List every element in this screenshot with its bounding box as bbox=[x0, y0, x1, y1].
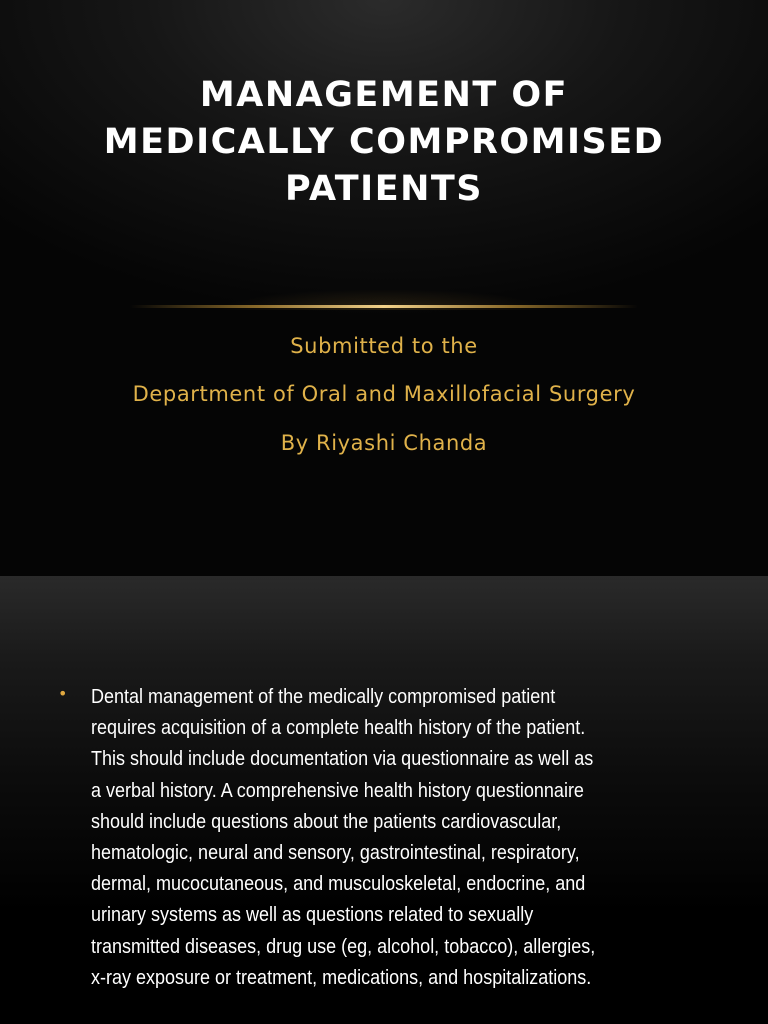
subtitle-author: By Riyashi Chanda bbox=[280, 431, 488, 455]
slide-title bbox=[0, 72, 768, 213]
bullet-line: This should include documentation via questionnaire as well as bbox=[91, 748, 594, 771]
title-divider bbox=[130, 305, 638, 308]
bullet-line: dermal, mucocutaneous, and musculoskeletal, endocrine, and bbox=[91, 873, 586, 896]
bullet-line: should include questions about the patients cardiovascular, bbox=[91, 810, 562, 833]
title-line: PATIENTS bbox=[285, 169, 483, 209]
bullet-line: Dental management of the medically compromised patient bbox=[91, 686, 556, 708]
bullet-line: requires acquisition of a complete health history of the patient. bbox=[91, 717, 586, 740]
content-slide bbox=[0, 576, 768, 1024]
bullet-dot-icon: • bbox=[58, 684, 68, 703]
bullet-line: urinary systems as well as questions related to sexually bbox=[91, 904, 534, 927]
subtitle-submitted: Submitted to the bbox=[290, 334, 478, 358]
title-line: MANAGEMENT OF bbox=[199, 75, 569, 115]
bullet-line: transmitted diseases, drug use (eg, alcohol, tobacco), allergies, bbox=[91, 935, 596, 958]
bullet-line: hematologic, neural and sensory, gastrointestinal, respiratory, bbox=[91, 842, 580, 865]
bullet-line: a verbal history. A comprehensive health history questionnaire bbox=[91, 779, 584, 802]
bullet-text bbox=[91, 682, 703, 994]
bullet-line: x-ray exposure or treatment, medications, and hospitalizations. bbox=[91, 966, 592, 989]
title-line: MEDICALLY COMPROMISED bbox=[103, 122, 665, 162]
bullet-item bbox=[58, 682, 718, 994]
subtitle-department: Department of Oral and Maxillofacial Surgery bbox=[132, 382, 636, 406]
